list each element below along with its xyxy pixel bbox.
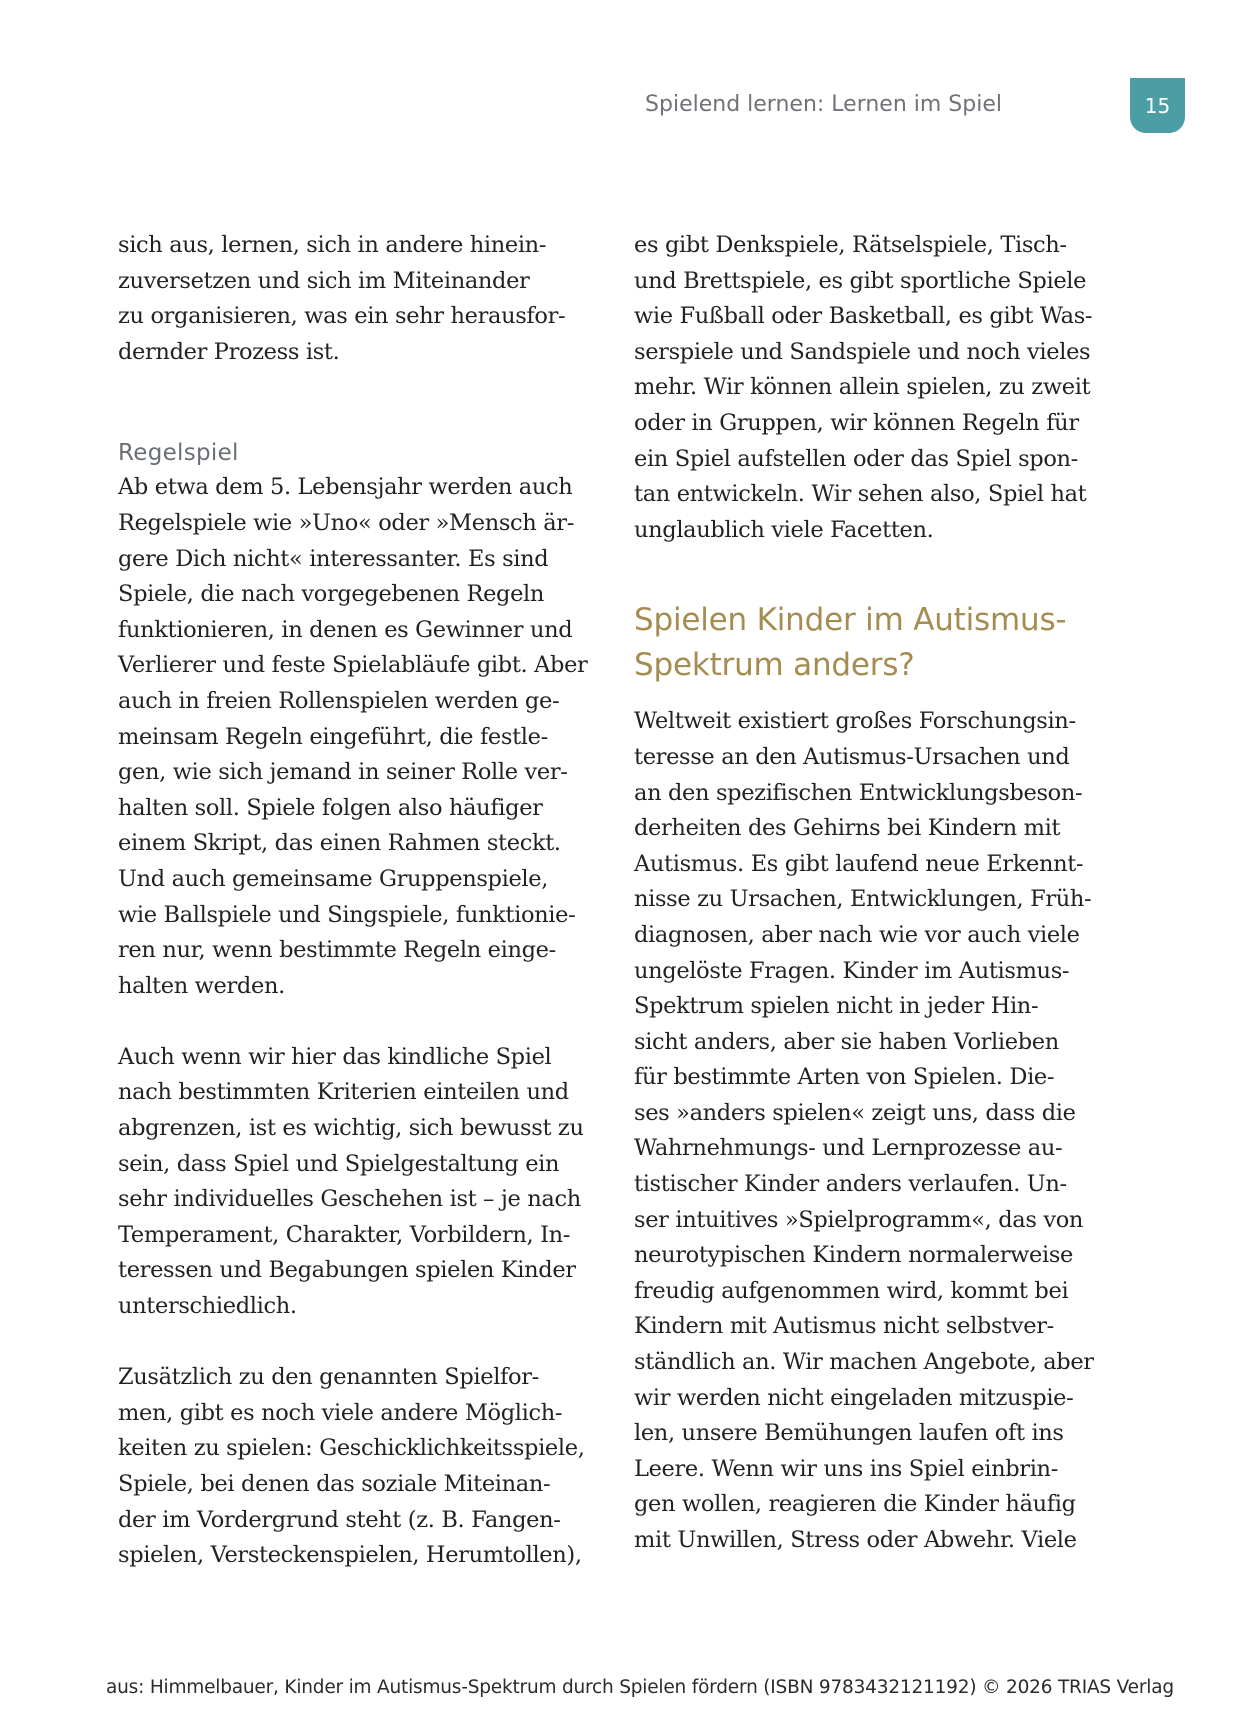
left-column [118, 228, 603, 1574]
body-paragraph: Auch wenn wir hier das kindliche Spiel nach bestimmten Kriterien einteilen und abgrenzen, ist es wichtig, sich bewusst zu sein, dass Spiel und Spielgestaltung ein sehr individuelles Geschehen ist – je nach Temperament, Charakter, Vorbildern, In- teressen und Begabungen spielen Kinder unterschiedlich. [118, 1043, 584, 1320]
running-header-title: Spielend lernen: Lernen im Spiel [645, 92, 1002, 117]
body-paragraph: sich aus, lernen, sich in andere hinein- zuversetzen und sich im Miteinander zu organisieren, was ein sehr herausfor- dernder Prozess ist. [118, 232, 566, 365]
body-paragraph: Ab etwa dem 5. Lebensjahr werden auch Regelspiele wie »Uno« oder »Mensch är- gere Dich nicht« interessanter. Es sind Spiele, die nach vorgegebenen Regeln funktionieren, in denen es Gewinner und Verlierer und feste Spielabläufe gibt. Aber auch in freien Rollenspielen werden ge- meinsam Regeln eingeführt, die festle- gen, wie sich jemand in seiner Rolle ver- halten soll. Spiele folgen also häufiger einem Skript, das einen Rahmen steckt. Und auch gemeinsame Gruppenspiele, wie Ballspiele und Singspiele, funktionie- ren nur, wenn bestimmte Regeln einge- halten werden. [118, 474, 588, 999]
subheading-regelspiel: Regelspiel [118, 440, 239, 467]
page-number: 15 [1144, 93, 1171, 118]
body-paragraph: Weltweit existiert großes Forschungsin- teresse an den Autismus-Ursachen und an den spezifischen Entwicklungsbeson- derheiten des Gehirns bei Kindern mit Autismus. Es gibt laufend neue Erkennt- nisse zu Ursachen, Entwicklungen, Früh- diagnosen, aber nach wie vor auch viele ungelöste Fragen. Kinder im Autismus- Spektrum spielen nicht in jeder Hin- sicht anders, aber sie haben Vorlieben für bestimmte Arten von Spielen. Die- ses »anders spielen« zeigt uns, dass die Wahrnehmungs- und Lernprozesse au- tistischer Kinder anders verlaufen. Un- ser intuitives »Spielprogramm«, das von neurotypischen Kindern normalerweise freudig aufgenommen wird, kommt bei Kindern mit Autismus nicht selbstver- ständlich an. Wir machen Angebote, aber wir werden nicht eingeladen mitzuspie- len, unsere Bemühungen laufen oft ins Leere. Wenn wir uns ins Spiel einbrin- gen wollen, reagieren die Kinder häufig mit Unwillen, Stress oder Abwehr. Viele [634, 708, 1094, 1553]
right-column [634, 228, 1119, 1559]
body-paragraph: es gibt Denkspiele, Rätselspiele, Tisch- und Brettspiele, es gibt sportliche Spiele wie Fußball oder Basketball, es gibt Was- serspiele und Sandspiele und noch vieles mehr. Wir können allein spielen, zu zweit oder in Gruppen, wir können Regeln für ein Spiel aufstellen oder das Spiel spon- tan entwickeln. Wir sehen also, Spiel hat unglaublich viele Facetten. [634, 232, 1093, 543]
body-paragraph: Zusätzlich zu den genannten Spielfor- men, gibt es noch viele andere Möglich- keiten zu spielen: Geschicklichkeitsspiele, Spiele, bei denen das soziale Miteinan- der im Vordergrund steht (z. B. Fangen- spielen, Versteckenspielen, Herumtollen), [118, 1364, 585, 1569]
page-number-tab [1130, 78, 1185, 133]
source-footer: aus: Himmelbauer, Kinder im Autismus-Spektrum durch Spielen fördern (ISBN 9783432121192) © 2026 TRIAS Verlag [106, 1677, 1174, 1698]
section-title: Spielen Kinder im Autismus- Spektrum anders? [634, 602, 1067, 684]
